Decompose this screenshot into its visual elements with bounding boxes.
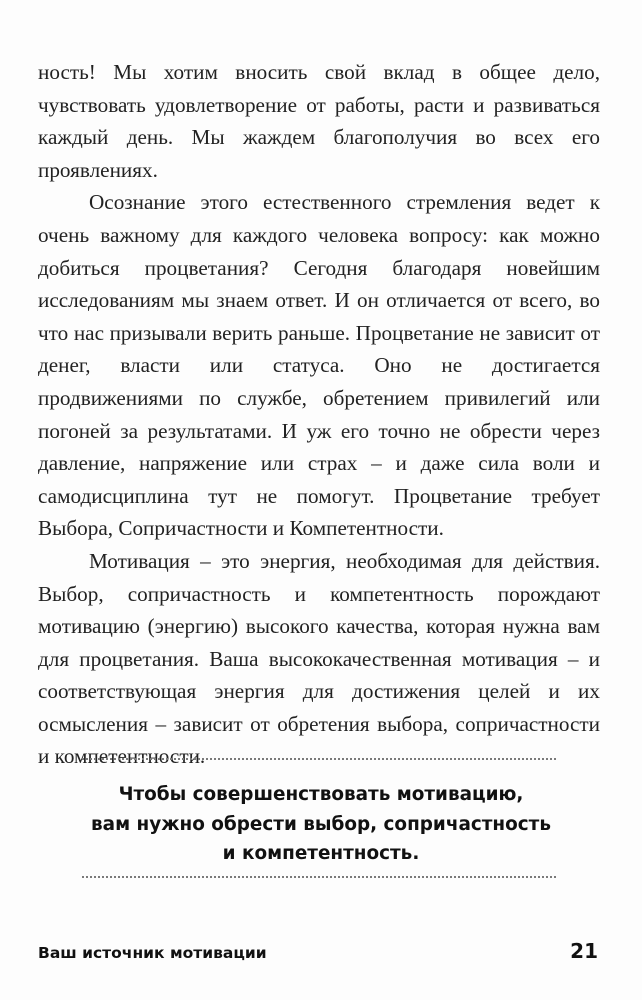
page-number: 21 bbox=[570, 939, 598, 963]
callout-line-1: Чтобы совершенствовать мотивацию, bbox=[118, 784, 524, 805]
callout-top-divider bbox=[82, 758, 556, 760]
callout-line-3: и компетентность. bbox=[222, 843, 420, 864]
paragraph-prosperity: Осознание этого естественного стремления ведет к очень важному для каждого человека вопросу: как можно добиться процветания? Сегодня благодаря новейшим исследованиям мы знаем ответ. И он отличается от всего, во что нас призывали верить раньше. Процветание не зависит от денег, власти или статуса. Оно не достигается продвижениями по службе, обретением привилегий или погоней за результатами. И уж его точно не обрести через давление, напряжение или страх – и даже сила воли и самодисциплина тут не помогут. Процветание требует Выбора, Сопричастности и Компетентности. bbox=[38, 190, 600, 541]
paragraph-continued: ность! Мы хотим вносить свой вклад в общее дело, чувствовать удовлетворение от работы, расти и развиваться каждый день. Мы жаждем благополучия во всех его проявлениях. bbox=[38, 60, 600, 182]
running-footer-title: Ваш источник мотивации bbox=[38, 944, 267, 962]
callout-line-2: вам нужно обрести выбор, сопричастность bbox=[91, 813, 551, 835]
callout-quote bbox=[40, 780, 602, 869]
body-text bbox=[38, 56, 600, 773]
paragraph-motivation: Мотивация – это энергия, необходимая для действия. Выбор, сопричастность и компетентность порождают мотивацию (энергию) высокого качества, которая нужна вам для процветания. Ваша высококачественная мотивация – и соответствующая энергия для достижения целей и их осмысления – зависит от обретения выбора, сопричастности и компетентности. bbox=[38, 548, 600, 769]
callout-bottom-divider bbox=[82, 876, 556, 878]
